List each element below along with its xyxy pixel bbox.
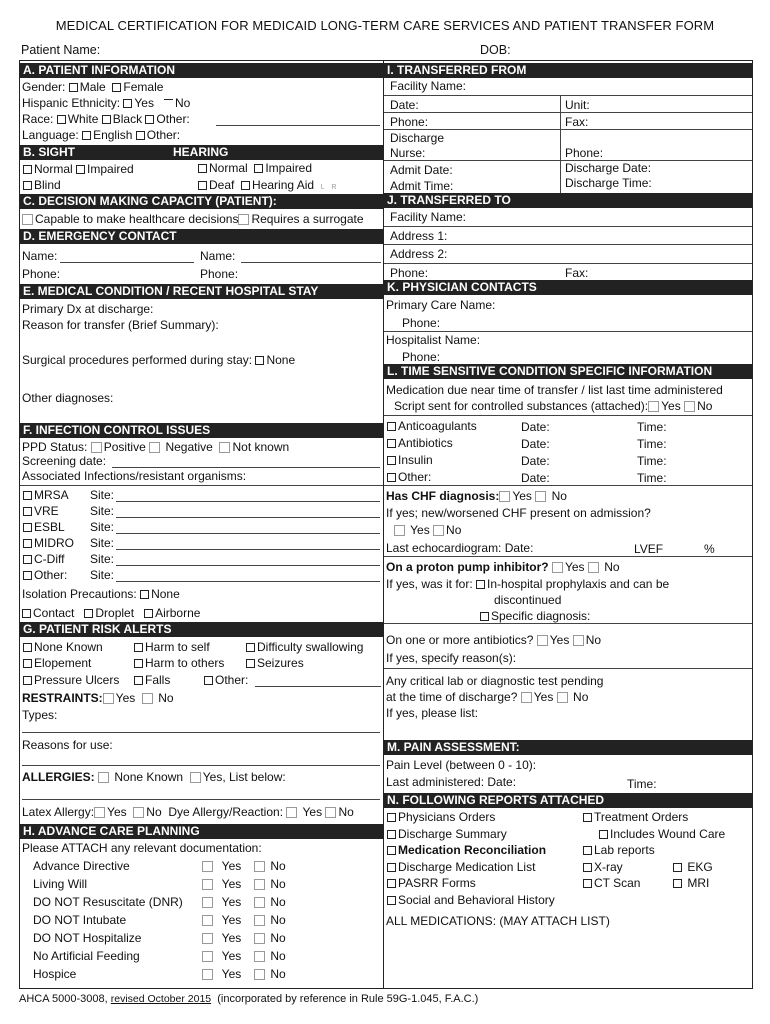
acp-no-checkbox[interactable] xyxy=(254,969,265,980)
lvef-percent: % xyxy=(704,542,715,556)
from-phone-label: Phone: xyxy=(390,115,429,129)
acp-no-option: No xyxy=(254,859,286,873)
discharge-date-label: Discharge Date: xyxy=(565,161,652,175)
medication-label: Medication due near time of transfer / list last time administered xyxy=(386,383,723,397)
acp-no-checkbox[interactable] xyxy=(254,933,265,944)
dye-yes-checkbox[interactable] xyxy=(286,807,297,818)
organism-row: Other: xyxy=(23,568,67,582)
l-line-1 xyxy=(384,415,752,416)
to-facility-label: Facility Name: xyxy=(390,210,467,224)
capacity-row: Capable to make healthcare decisions Requires a surrogate xyxy=(22,212,364,226)
acp-yes-checkbox[interactable] xyxy=(202,861,213,872)
acp-yes-option: Yes xyxy=(202,967,241,981)
medication-row: Anticoagulants xyxy=(387,419,477,433)
site-line[interactable] xyxy=(116,533,380,534)
acp-no-option: No xyxy=(254,877,286,891)
acp-item-label: No Artificial Feeding xyxy=(33,949,140,963)
risk-other-line[interactable] xyxy=(255,686,381,687)
site-label: Site: xyxy=(90,488,115,502)
deaf-checkbox[interactable] xyxy=(198,181,207,190)
isolation-row: Isolation Precautions: None xyxy=(22,587,180,601)
section-l-header: L. TIME SENSITIVE CONDITION SPECIFIC INFORMATION xyxy=(384,364,752,379)
lvef-label: LVEF xyxy=(634,542,664,556)
allergies-line[interactable] xyxy=(22,799,380,800)
section-m-header: M. PAIN ASSESSMENT: xyxy=(384,740,752,755)
organism-checkbox[interactable] xyxy=(23,555,32,564)
script-yes-checkbox[interactable] xyxy=(648,401,659,412)
reason-label: Reason for transfer (Brief Summary): xyxy=(22,318,219,332)
acp-yes-checkbox[interactable] xyxy=(202,969,213,980)
med-recon-checkbox[interactable] xyxy=(387,846,396,855)
critical-no-checkbox[interactable] xyxy=(557,692,568,703)
acp-yes-checkbox[interactable] xyxy=(202,951,213,962)
organism-row: MIDRO xyxy=(23,536,74,550)
acp-item-label: DO NOT Intubate xyxy=(33,913,127,927)
antibiotics-q-row: On one or more antibiotics? Yes No xyxy=(386,633,602,647)
section-k-header: K. PHYSICIAN CONTACTS xyxy=(384,280,752,295)
ppi-yes-checkbox[interactable] xyxy=(552,562,563,573)
discharge-summary-checkbox[interactable] xyxy=(387,830,396,839)
i-line-3 xyxy=(384,129,752,130)
hispanic-row: Hispanic Ethnicity: Yes No xyxy=(22,96,191,110)
pain-level-label: Pain Level (between 0 - 10): xyxy=(386,758,537,772)
pain-time-label: Time: xyxy=(627,777,657,791)
medication-row: Antibiotics xyxy=(387,436,453,450)
assoc-label: Associated Infections/resistant organisms: xyxy=(22,469,247,483)
primary-dx-label: Primary Dx at discharge: xyxy=(22,302,154,316)
organism-row: C-Diff xyxy=(23,552,64,566)
specific-diagnosis-checkbox[interactable] xyxy=(480,612,489,621)
allergies-yes-checkbox[interactable] xyxy=(190,772,201,783)
in-hospital-checkbox[interactable] xyxy=(476,580,485,589)
critical-yes-checkbox[interactable] xyxy=(521,692,532,703)
l-line-4 xyxy=(384,623,752,624)
medication-checkbox[interactable] xyxy=(387,456,396,465)
echo-label: Last echocardiogram: Date: xyxy=(386,541,534,555)
critical-label-1: Any critical lab or diagnostic test pending xyxy=(386,674,604,688)
ppi-no-checkbox[interactable] xyxy=(588,562,599,573)
sight-row-2: Blind xyxy=(23,178,61,192)
seizures-item: Seizures xyxy=(246,656,304,670)
acp-yes-option: Yes xyxy=(202,877,241,891)
contact-phone-2-label: Phone: xyxy=(200,267,239,281)
acp-yes-option: Yes xyxy=(202,949,241,963)
physicians-orders-checkbox[interactable] xyxy=(387,813,396,822)
organism-checkbox[interactable] xyxy=(23,523,32,532)
medication-date-label: Date: xyxy=(521,471,550,485)
latex-row: Latex Allergy: Yes No Dye Allergy/Reaction: Yes No xyxy=(22,805,354,819)
male-checkbox[interactable] xyxy=(69,83,78,92)
section-f-header: F. INFECTION CONTROL ISSUES xyxy=(20,423,383,438)
l-line-2 xyxy=(384,485,752,486)
acp-no-option: No xyxy=(254,949,286,963)
medication-checkbox[interactable] xyxy=(387,439,396,448)
hearing-row-1: Normal Impaired xyxy=(198,161,312,175)
ekg-checkbox[interactable] xyxy=(673,863,682,872)
acp-yes-option: Yes xyxy=(202,895,241,909)
mri-item: MRI xyxy=(673,876,709,890)
organism-checkbox[interactable] xyxy=(23,491,32,500)
xray-item: X-ray xyxy=(583,860,623,874)
site-label: Site: xyxy=(90,568,115,582)
lab-item: Lab reports xyxy=(583,843,655,857)
reasons-line[interactable] xyxy=(22,765,380,766)
language-row: Language: English Other: xyxy=(22,128,181,142)
chf-row: Has CHF diagnosis: Yes No xyxy=(386,489,567,503)
j-line-3 xyxy=(384,263,752,264)
allergies-none-checkbox[interactable] xyxy=(98,772,109,783)
harm-others-checkbox[interactable] xyxy=(134,659,143,668)
sight-normal-checkbox[interactable] xyxy=(23,165,32,174)
form-title: MEDICAL CERTIFICATION FOR MEDICAID LONG-TERM CARE SERVICES AND PATIENT TRANSFER FORM xyxy=(55,18,715,33)
nurse-label: Nurse: xyxy=(390,146,426,160)
acp-item-label: Advance Directive xyxy=(33,859,130,873)
acp-no-option: No xyxy=(254,913,286,927)
medication-date-label: Date: xyxy=(521,420,550,434)
female-checkbox[interactable] xyxy=(112,83,121,92)
acp-item-label: Hospice xyxy=(33,967,77,981)
pcp-label: Primary Care Name: xyxy=(386,298,496,312)
restraints-row: RESTRAINTS: Yes No xyxy=(22,691,174,705)
section-c-header: C. DECISION MAKING CAPACITY (PATIENT): xyxy=(20,194,383,209)
acp-yes-checkbox[interactable] xyxy=(202,879,213,890)
from-fax-label: Fax: xyxy=(565,115,589,129)
dob-label: DOB: xyxy=(480,43,511,57)
mri-checkbox[interactable] xyxy=(673,879,682,888)
risk-other-item: Other: xyxy=(204,673,248,687)
section-h-header: H. ADVANCE CARE PLANNING xyxy=(20,824,383,839)
acp-no-checkbox[interactable] xyxy=(254,879,265,890)
gender-row: Gender: Male Female xyxy=(22,80,164,94)
site-line[interactable] xyxy=(116,549,380,550)
dye-no-checkbox[interactable] xyxy=(325,807,336,818)
f-divider xyxy=(20,485,383,486)
organism-checkbox[interactable] xyxy=(23,507,32,516)
elopement-item: Elopement xyxy=(23,656,91,670)
attach-label: Please ATTACH any relevant documentation: xyxy=(22,841,262,855)
hospitalist-label: Hospitalist Name: xyxy=(386,333,481,347)
chf-new-label: If yes; new/worsened CHF present on admission? xyxy=(386,506,651,520)
pain-last-label: Last administered: Date: xyxy=(386,775,517,789)
organism-checkbox[interactable] xyxy=(23,539,32,548)
race-other-line[interactable] xyxy=(216,125,380,126)
address-2-label: Address 2: xyxy=(390,247,448,261)
section-e-header: E. MEDICAL CONDITION / RECENT HOSPITAL STAY xyxy=(20,284,383,299)
ekg-item: EKG xyxy=(673,860,713,874)
contact-name-1-line[interactable] xyxy=(60,262,194,263)
footer: AHCA 5000-3008, revised October 2015 (incorporated by reference in Rule 59G-1.045, F.A.C.) xyxy=(19,993,479,1005)
chf-new-yes-checkbox[interactable] xyxy=(394,525,405,536)
falls-checkbox[interactable] xyxy=(134,676,143,685)
ppi-if-row: If yes, was it for: In-hospital prophylaxis and can be xyxy=(386,577,670,591)
droplet-checkbox[interactable] xyxy=(84,609,93,618)
discontinued-label: discontinued xyxy=(494,593,562,607)
from-facility-label: Facility Name: xyxy=(390,79,467,93)
i-line-2 xyxy=(384,112,752,113)
harm-self-item: Harm to self xyxy=(134,640,210,654)
reasons-label: Reasons for use: xyxy=(22,738,113,752)
isolation-none-checkbox[interactable] xyxy=(140,590,149,599)
antibiotics-yes-checkbox[interactable] xyxy=(537,635,548,646)
organism-row: VRE xyxy=(23,504,59,518)
pcp-phone-label: Phone: xyxy=(402,316,441,330)
medication-date-label: Date: xyxy=(521,454,550,468)
contact-name-2-line[interactable] xyxy=(241,262,381,263)
critical-row: at the time of discharge? Yes No xyxy=(386,690,589,704)
i-vertical-divider xyxy=(560,95,561,193)
from-date-label: Date: xyxy=(390,98,419,112)
pressure-item: Pressure Ulcers xyxy=(23,673,119,687)
lab-reports-checkbox[interactable] xyxy=(583,846,592,855)
pasrr-checkbox[interactable] xyxy=(387,879,396,888)
k-line-1 xyxy=(384,331,752,332)
site-label: Site: xyxy=(90,536,115,550)
sight-row-1: Normal Impaired xyxy=(23,162,134,176)
section-j-header: J. TRANSFERRED TO xyxy=(384,193,752,208)
antibiotics-no-checkbox[interactable] xyxy=(573,635,584,646)
discharge-label: Discharge xyxy=(390,131,445,145)
race-other-checkbox[interactable] xyxy=(145,115,154,124)
discharge-med-checkbox[interactable] xyxy=(387,863,396,872)
acp-yes-checkbox[interactable] xyxy=(202,915,213,926)
acp-no-option: No xyxy=(254,895,286,909)
hearing-normal-checkbox[interactable] xyxy=(198,164,207,173)
medication-time-label: Time: xyxy=(637,437,667,451)
section-a-header: A. PATIENT INFORMATION xyxy=(20,63,383,78)
contact-phone-1-label: Phone: xyxy=(22,267,61,281)
section-i-header: I. TRANSFERRED FROM xyxy=(384,63,752,78)
hearing-aid-checkbox[interactable] xyxy=(241,181,250,190)
from-unit-label: Unit: xyxy=(565,98,590,112)
risk-row-1: None Known xyxy=(23,640,103,654)
harm-self-checkbox[interactable] xyxy=(134,643,143,652)
admit-time-label: Admit Time: xyxy=(390,179,454,193)
organism-row: MRSA xyxy=(23,488,69,502)
transfer-form xyxy=(19,60,753,989)
medication-checkbox[interactable] xyxy=(387,473,396,482)
acp-no-checkbox[interactable] xyxy=(254,915,265,926)
sight-impaired-checkbox[interactable] xyxy=(76,165,85,174)
capable-checkbox[interactable] xyxy=(22,214,33,225)
contact-checkbox[interactable] xyxy=(22,609,31,618)
falls-item: Falls xyxy=(134,673,170,687)
acp-yes-option: Yes xyxy=(202,859,241,873)
risk-other-checkbox[interactable] xyxy=(204,676,213,685)
pressure-ulcers-checkbox[interactable] xyxy=(23,676,32,685)
restraints-no-checkbox[interactable] xyxy=(142,693,153,704)
site-line[interactable] xyxy=(116,565,380,566)
wound-item: Includes Wound Care xyxy=(599,827,725,841)
acp-yes-checkbox[interactable] xyxy=(202,933,213,944)
hispanic-no-checkbox[interactable] xyxy=(164,99,173,108)
medication-row: Other: xyxy=(387,470,431,484)
treatment-orders-checkbox[interactable] xyxy=(583,813,592,822)
types-label: Types: xyxy=(22,708,58,722)
chf-no-checkbox[interactable] xyxy=(535,491,546,502)
hispanic-yes-checkbox[interactable] xyxy=(123,99,132,108)
ppi-row: On a proton pump inhibitor? Yes No xyxy=(386,560,620,574)
acp-no-checkbox[interactable] xyxy=(254,897,265,908)
treatment-item: Treatment Orders xyxy=(583,810,688,824)
race-white-checkbox[interactable] xyxy=(57,115,66,124)
seizures-checkbox[interactable] xyxy=(246,659,255,668)
elopement-checkbox[interactable] xyxy=(23,659,32,668)
left-column xyxy=(20,61,384,988)
site-line[interactable] xyxy=(116,501,380,502)
section-g-header: G. PATIENT RISK ALERTS xyxy=(20,622,383,637)
none-known-checkbox[interactable] xyxy=(23,643,32,652)
wound-care-checkbox[interactable] xyxy=(599,830,608,839)
address-1-label: Address 1: xyxy=(390,229,448,243)
acp-yes-option: Yes xyxy=(202,931,241,945)
allergies-row: ALLERGIES: None Known Yes, List below: xyxy=(22,770,286,784)
med-recon-item: Medication Reconciliation xyxy=(387,843,546,857)
right-column xyxy=(384,61,752,988)
script-row: Script sent for controlled substances (attached): Yes No xyxy=(394,399,713,413)
to-phone-label: Phone: xyxy=(390,266,429,280)
nurse-phone-label: Phone: xyxy=(565,146,604,160)
ct-scan-checkbox[interactable] xyxy=(583,879,592,888)
hearing-impaired-checkbox[interactable] xyxy=(254,164,263,173)
acp-item-label: DO NOT Resuscitate (DNR) xyxy=(33,895,183,909)
acp-no-checkbox[interactable] xyxy=(254,951,265,962)
acp-yes-option: Yes xyxy=(202,913,241,927)
section-n-header: N. FOLLOWING REPORTS ATTACHED xyxy=(384,793,752,808)
medication-time-label: Time: xyxy=(637,471,667,485)
to-fax-label: Fax: xyxy=(565,266,589,280)
harm-others-item: Harm to others xyxy=(134,656,224,670)
discharge-time-label: Discharge Time: xyxy=(565,176,652,190)
acp-no-option: No xyxy=(254,967,286,981)
latex-yes-checkbox[interactable] xyxy=(94,807,105,818)
medication-date-label: Date: xyxy=(521,437,550,451)
contact-name-1-label: Name: xyxy=(22,249,58,263)
site-line[interactable] xyxy=(116,517,380,518)
j-line-2 xyxy=(384,244,752,245)
medication-row: Insulin xyxy=(387,453,433,467)
all-medications-label: ALL MEDICATIONS: (MAY ATTACH LIST) xyxy=(386,914,610,928)
acp-item-label: Living Will xyxy=(33,877,88,891)
contact-name-2-label: Name: xyxy=(200,249,236,263)
ppd-row: PPD Status: Positive Negative Not known xyxy=(22,440,290,454)
site-label: Site: xyxy=(90,520,115,534)
organism-checkbox[interactable] xyxy=(23,571,32,580)
race-row: Race: White Black Other: xyxy=(22,112,190,126)
ppd-negative-checkbox[interactable] xyxy=(149,442,160,453)
list-label: If yes, please list: xyxy=(386,706,479,720)
latex-no-checkbox[interactable] xyxy=(133,807,144,818)
screening-label: Screening date: xyxy=(22,454,107,468)
english-checkbox[interactable] xyxy=(82,131,91,140)
types-line[interactable] xyxy=(22,732,380,733)
language-other-checkbox[interactable] xyxy=(136,131,145,140)
medication-checkbox[interactable] xyxy=(387,422,396,431)
difficulty-swallowing-checkbox[interactable] xyxy=(246,643,255,652)
social-item: Social and Behavioral History xyxy=(387,893,555,907)
acp-no-checkbox[interactable] xyxy=(254,861,265,872)
xray-checkbox[interactable] xyxy=(583,863,592,872)
blind-checkbox[interactable] xyxy=(23,181,32,190)
site-label: Site: xyxy=(90,504,115,518)
discharge-med-item: Discharge Medication List xyxy=(387,860,535,874)
screening-line[interactable] xyxy=(112,467,380,468)
acp-item-label: DO NOT Hospitalize xyxy=(33,931,142,945)
physicians-item: Physicians Orders xyxy=(387,810,495,824)
admit-date-label: Admit Date: xyxy=(390,163,453,177)
discharge-summary-item: Discharge Summary xyxy=(387,827,507,841)
restraints-yes-checkbox[interactable] xyxy=(103,693,114,704)
medication-time-label: Time: xyxy=(637,454,667,468)
difficulty-item: Difficulty swallowing xyxy=(246,640,363,654)
airborne-checkbox[interactable] xyxy=(144,609,153,618)
j-line-1 xyxy=(384,226,752,227)
hearing-row-2: Deaf Hearing Aid L R xyxy=(198,178,336,195)
chf-yes-checkbox[interactable] xyxy=(499,491,510,502)
patient-name-label: Patient Name: xyxy=(21,43,101,57)
surrogate-checkbox[interactable] xyxy=(238,214,249,225)
ct-item: CT Scan xyxy=(583,876,640,890)
precautions-row: Contact Droplet Airborne xyxy=(22,606,200,620)
chf-new-row: Yes No xyxy=(394,523,461,537)
organism-row: ESBL xyxy=(23,520,65,534)
surgical-none-checkbox[interactable] xyxy=(255,356,264,365)
specify-label: If yes, specify reason(s): xyxy=(386,651,517,665)
pasrr-item: PASRR Forms xyxy=(387,876,476,890)
surgical-row: Surgical procedures performed during stay: None xyxy=(22,353,296,367)
other-dx-label: Other diagnoses: xyxy=(22,391,114,405)
site-label: Site: xyxy=(90,552,115,566)
script-no-checkbox[interactable] xyxy=(684,401,695,412)
l-line-5 xyxy=(384,668,752,669)
site-line[interactable] xyxy=(116,581,380,582)
chf-new-no-checkbox[interactable] xyxy=(433,525,444,536)
specific-row: Specific diagnosis: xyxy=(480,609,590,623)
ppd-not-known-checkbox[interactable] xyxy=(219,442,230,453)
social-history-checkbox[interactable] xyxy=(387,896,396,905)
section-b-header: B. SIGHT HEARING xyxy=(20,145,383,160)
l-line-3 xyxy=(384,556,752,557)
acp-yes-checkbox[interactable] xyxy=(202,897,213,908)
acp-no-option: No xyxy=(254,931,286,945)
race-black-checkbox[interactable] xyxy=(102,115,111,124)
i-line-1 xyxy=(384,95,752,96)
ppd-positive-checkbox[interactable] xyxy=(91,442,102,453)
section-d-header: D. EMERGENCY CONTACT xyxy=(20,229,383,244)
hospitalist-phone-label: Phone: xyxy=(402,350,441,364)
medication-time-label: Time: xyxy=(637,420,667,434)
